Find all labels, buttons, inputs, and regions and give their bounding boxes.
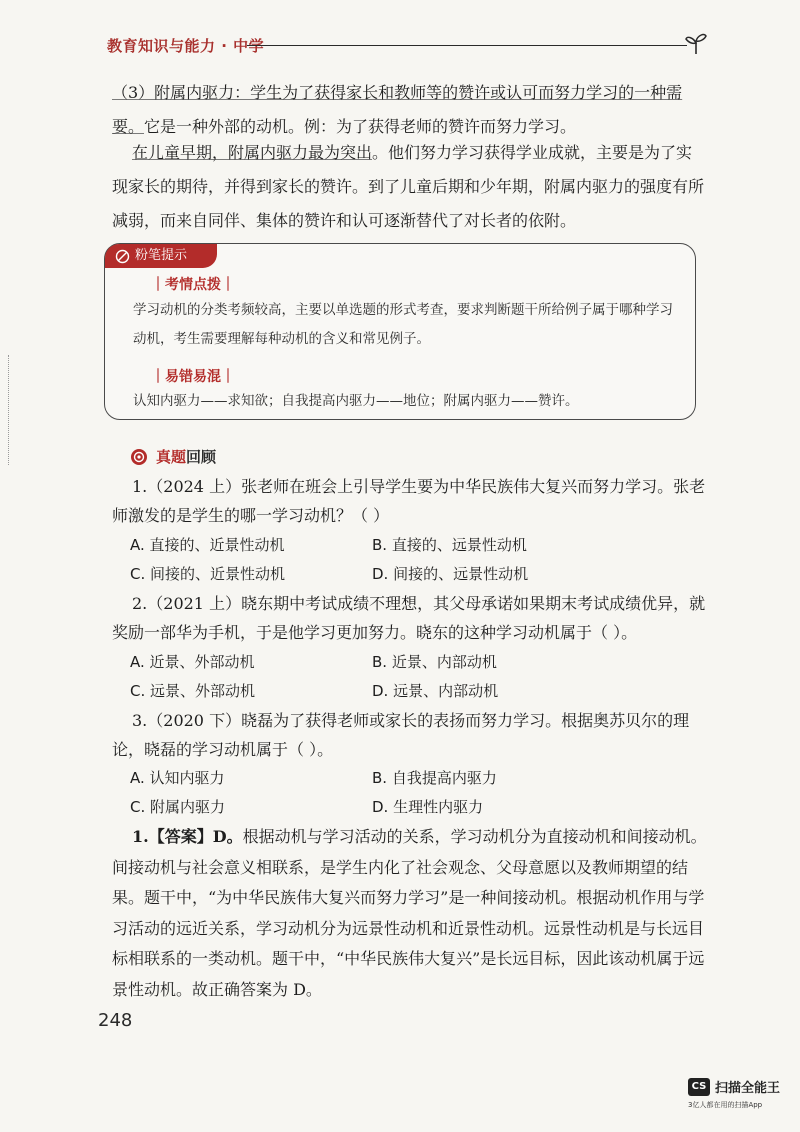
- scanner-logo-icon: CS: [688, 1078, 710, 1096]
- tip-badge-label: 粉笔提示: [135, 248, 188, 263]
- question-3-option-a: A. 认知内驱力: [130, 769, 225, 787]
- paragraph-rest: 。他们努力学习获得学业成就，主要是为了实现家长的期待，并得到家长的赞许。到了儿童后期和少年期，附属内驱力的强度有所减弱，而来自同伴、集体的赞许和认可逐渐替代了对长者的依附。: [112, 143, 705, 230]
- tip-box: [104, 243, 696, 420]
- question-2-option-d: D. 远景、内部动机: [372, 682, 499, 700]
- question-3-option-d: D. 生理性内驱力: [372, 798, 484, 816]
- question-3-option-c: C. 附属内驱力: [130, 798, 226, 816]
- question-1-stem: 1.（2024 上）张老师在班会上引导学生要为中华民族伟大复兴而努力学习。张老师激发的是学生的哪一学习动机？（ ）: [112, 477, 706, 525]
- tip-heading-confusables: ｜易错易混｜: [151, 369, 235, 385]
- paragraph-rest: 它是一种外部的动机。例：为了获得老师的赞许而努力学习。: [144, 117, 577, 136]
- paragraph-lead-underlined: （3）附属内驱力：学生为了获得家长和教师等的赞许或认可而努力学习的一种需要。: [112, 83, 683, 136]
- answer-tag: 1.【答案】D。: [132, 827, 243, 846]
- question-1-option-d: D. 间接的、远景性动机: [372, 565, 529, 583]
- header-title: 教育知识与能力 · 中学: [107, 37, 265, 55]
- question-1-option-b: B. 直接的、远景性动机: [372, 536, 527, 554]
- target-icon: [130, 448, 148, 466]
- answer-text: 根据动机与学习活动的关系，学习动机分为直接动机和间接动机。间接动机与社会意义相联系，是学生内化了社会观念、父母意愿以及教师期望的结果。题干中，“为中华民族伟大复兴而努力学习”是一种间接动机。根据动机作用与学习活动的远近关系，学习动机分为远景性动机和近景性动机。远景性动机是与长远目标相联系的一类动机。题干中，“中华民族伟大复兴”是长远目标，因此该动机属于远景性动机。故正确答案为 D。: [112, 827, 707, 999]
- question-3-stem: 3.（2020 下）晓磊为了获得老师或家长的表扬而努力学习。根据奥苏贝尔的理论，晓磊的学习动机属于（ ）。: [112, 711, 690, 759]
- tip-text-exam-focus: 学习动机的分类考频较高，主要以单选题的形式考查，要求判断题干所给例子属于哪种学习动机，考生需要理解每种动机的含义和常见例子。: [133, 302, 673, 347]
- tip-badge: [105, 244, 217, 268]
- paragraph-childhood: [112, 136, 707, 238]
- tip-heading-exam-focus: ｜考情点拨｜: [151, 277, 235, 293]
- paragraph-attached-drive: [112, 76, 707, 144]
- header-rule: [247, 45, 687, 46]
- question-2-option-a: A. 近景、外部动机: [130, 653, 255, 671]
- paragraph-lead-underlined: 在儿童早期，附属内驱力最为突出: [132, 143, 373, 162]
- tip-text-confusables: 认知内驱力——求知欲；自我提高内驱力——地位；附属内驱力——赞许。: [133, 393, 579, 409]
- question-1-option-a: A. 直接的、近景性动机: [130, 536, 285, 554]
- question-2-option-c: C. 远景、外部动机: [130, 682, 256, 700]
- answer-explanation: [112, 822, 707, 1005]
- running-header: [95, 28, 725, 60]
- watermark-subtitle: 3亿人都在用的扫描App: [688, 1101, 763, 1109]
- review-title: 真题回顾: [156, 448, 217, 466]
- scanner-watermark: [688, 1076, 798, 1116]
- sprout-icon: [683, 30, 709, 56]
- watermark-name: 扫描全能王: [715, 1081, 781, 1096]
- question-2-stem: 2.（2021 上）晓东期中考试成绩不理想，其父母承诺如果期末考试成绩优异，就奖励一部华为手机，于是他学习更加努力。晓东的这种学习动机属于（ ）。: [112, 594, 706, 642]
- binding-margin-dots: [8, 355, 9, 465]
- question-2-option-b: B. 近景、内部动机: [372, 653, 497, 671]
- question-3-option-b: B. 自我提高内驱力: [372, 769, 497, 787]
- page-number: 248: [98, 1010, 133, 1031]
- question-1-option-c: C. 间接的、近景性动机: [130, 565, 286, 583]
- chalk-icon: [115, 249, 130, 264]
